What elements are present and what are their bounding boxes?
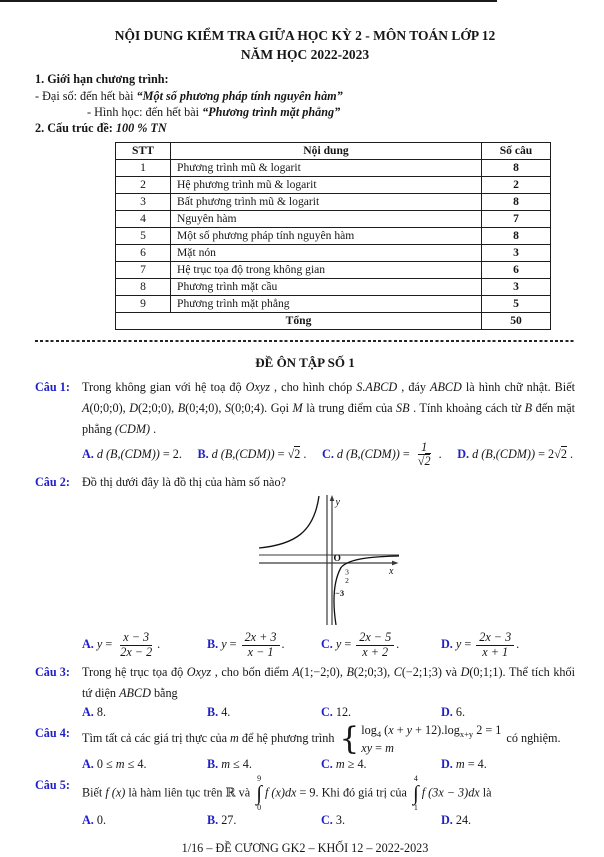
document-title [35, 26, 575, 64]
fraction-numerator: x − 3 [120, 631, 152, 646]
question [35, 662, 575, 720]
document-title-line2: NĂM HỌC 2022-2023 [240, 47, 370, 63]
math-italic: d (B,(CDM)) [472, 447, 536, 462]
intro-line-4-em: 100 % TN [115, 121, 167, 136]
table-cell-noidung: Mặt nón [171, 244, 482, 261]
table-cell-socau: 8 [482, 159, 551, 176]
integral [413, 775, 419, 812]
option-letter: D. [441, 813, 453, 828]
square-root [554, 446, 567, 461]
question-content [82, 377, 575, 469]
scan-artifact-line [0, 0, 497, 2]
intro-line-1: 1. Giới hạn chương trình: [35, 72, 169, 87]
math-italic: d (B,(CDM)) [96, 447, 160, 462]
table-cell-noidung: Phương trình mặt phẳng [171, 295, 482, 312]
origin-label: O [333, 553, 341, 564]
table-row [116, 244, 551, 261]
table-cell-noidung: Hệ trục tọa độ trong không gian [171, 261, 482, 278]
math-italic: f (x)dx [265, 785, 297, 800]
question-label: Câu 4: [35, 726, 70, 741]
table-row [116, 159, 551, 176]
answer-option: C. m ≥ 4. [321, 757, 367, 772]
intro-section [35, 71, 575, 136]
math-italic: m [385, 740, 394, 755]
math-italic: y [335, 636, 342, 651]
table-cell-noidung: Một số phương pháp tính nguyên hàm [171, 227, 482, 244]
answer-option: D. d (B,(CDM)) = 2√2 . [457, 447, 573, 462]
math-italic: S [224, 400, 232, 415]
math-italic: y [406, 723, 413, 738]
question-body: Đồ thị dưới đây là đồ thị của hàm số nào? [82, 474, 286, 489]
x-axis-label: x [388, 565, 393, 577]
answer-option: B. m ≤ 4. [207, 757, 252, 772]
math-italic: y [96, 636, 103, 651]
table-row [116, 176, 551, 193]
integral [256, 775, 262, 812]
intro-line-3-prefix: - Hình học: đến hết bài [87, 105, 203, 119]
intro-line-4-prefix: 2. Cấu trúc đề: [35, 121, 116, 136]
option-letter: B. [207, 636, 219, 651]
math-italic: d (B,(CDM)) [336, 446, 400, 461]
option-letter: D. [441, 757, 453, 772]
intro-line-2-prefix: - Đại số: đến hết bài [35, 88, 137, 103]
option-letter: D. [441, 636, 453, 651]
table-cell-stt: 4 [116, 210, 171, 227]
answer-option: C. d (B,(CDM)) = $\frac{1}{√2}$ . [322, 439, 442, 469]
answer-option: B. 4. [207, 705, 231, 720]
math-italic: xy [361, 740, 373, 755]
question-body: Tìm tất cả các giá trị thực của m để hệ phương trình { $\log_4 (x + y + 12).\log_{x+y}$ 2 = 1 xy = m có nghiệm. [82, 720, 561, 757]
equation-system [339, 720, 502, 757]
question-content [82, 720, 575, 772]
fraction [117, 631, 155, 659]
answer-option: B. 27. [207, 813, 237, 828]
system-lines [361, 723, 501, 756]
option-letter: B. [197, 447, 209, 462]
score-table-body [116, 159, 551, 312]
y-axis-arrow [329, 495, 334, 501]
option-letter: A. [82, 447, 94, 462]
integral-lower-bound: 1 [413, 803, 418, 813]
integral-lower-bound: 0 [257, 803, 262, 813]
math-italic: y [221, 636, 227, 651]
y-axis-label: y [335, 496, 340, 508]
math-italic: D [460, 665, 470, 680]
fraction [415, 441, 434, 469]
table-cell-noidung: Phương trình mặt cầu [171, 278, 482, 295]
intro-line-2-quote: “Một số phương pháp tính nguyên hàm” [136, 88, 343, 103]
table-cell-socau: 2 [482, 176, 551, 193]
option-letter: B. [207, 705, 219, 720]
answer-option: A. 0 ≤ m ≤ 4. [82, 757, 147, 772]
fraction [242, 631, 280, 659]
question-label: Câu 2: [35, 474, 70, 489]
option-letter: D. [441, 705, 453, 720]
integral-sign: ∫ [256, 781, 262, 806]
answer-option: C. y = $\frac{2x - 5}{x + 2}$ . [321, 629, 400, 659]
table-cell-socau: 7 [482, 210, 551, 227]
radical-sign: √ [287, 447, 295, 462]
fraction-denominator: x + 1 [482, 644, 509, 659]
math-italic: f (x) [105, 785, 126, 800]
square-root [418, 453, 431, 468]
exam-title: ĐỀ ÔN TẬP SỐ 1 [255, 354, 355, 370]
radicand: 2 [294, 447, 301, 462]
math-italic: y [455, 636, 462, 651]
answer-option: D. m = 4. [441, 757, 487, 772]
table-total-value: 50 [482, 312, 551, 329]
fraction-numerator: 2x − 3 [476, 631, 514, 646]
intro-line-3 [87, 104, 575, 120]
integral-sign: ∫ [412, 781, 419, 806]
math-italic: m [230, 731, 239, 746]
math-subscript: x+y [459, 729, 474, 740]
x-axis-arrow [392, 561, 399, 566]
table-total-row [116, 312, 551, 329]
answer-option: B. d (B,(CDM)) = √2 . [197, 447, 307, 462]
question-label: Câu 5: [35, 778, 70, 793]
table-cell-noidung: Phương trình mũ & logarit [171, 159, 482, 176]
hyperbola-plot [259, 495, 399, 625]
system-line: $\log_4 (x + y + 12).\log_{x+y}$ 2 = 1 [361, 723, 502, 740]
fraction-denominator: x + 2 [362, 644, 389, 659]
radicand: 2 [424, 454, 431, 469]
fraction [476, 631, 514, 659]
math-italic: A [292, 665, 300, 680]
answer-option: D. y = $\frac{2x - 3}{x + 1}$ . [441, 629, 520, 659]
table-row [116, 261, 551, 278]
question-content [82, 775, 575, 828]
question [35, 377, 575, 469]
table-cell-stt: 7 [116, 261, 171, 278]
table-cell-socau: 3 [482, 244, 551, 261]
option-letter: C. [321, 636, 333, 651]
fraction-denominator: x − 1 [247, 644, 274, 659]
fraction-denominator [415, 455, 434, 469]
question-body: Trong hệ trục tọa độ Oxyz , cho bốn điểm A(1;−2;0), B(2;0;3), C(−2;1;3) và D(0;1;1). Thể tích khối tứ diện ABCD bằng [82, 665, 575, 701]
question-body: Trong không gian với hệ toạ độ Oxyz , cho hình chóp S.ABCD , đáy ABCD là hình chữ nhật. Biết A(0;0;0), D(2;0;0), B(0;4;0), S(0;0;4). Gọi M là trung điểm của SB . Tính khoảng cách từ B đến mặt phẳng (CDM) . [82, 379, 576, 436]
option-letter: B. [207, 757, 219, 772]
table-cell-noidung: Hệ phương trình mũ & logarit [171, 176, 482, 193]
question-options [82, 757, 575, 772]
fraction-numerator: 1 [418, 441, 430, 456]
integral-upper-bound: 9 [257, 774, 262, 784]
answer-option: A. y = $\frac{x - 3}{2x - 2}$ . [82, 629, 161, 659]
math-italic: B [524, 400, 533, 415]
math-italic: B [346, 665, 354, 680]
option-letter: D. [457, 447, 470, 462]
math-italic: d (B,(CDM)) [211, 447, 275, 462]
table-cell-stt: 3 [116, 193, 171, 210]
table-cell-stt: 8 [116, 278, 171, 295]
footer-text: 1/16 – ĐỀ CƯƠNG GK2 – KHỐI 12 – 2022-2023 [181, 841, 429, 856]
math-italic: Oxyz [186, 665, 212, 680]
option-letter: A. [82, 636, 94, 651]
question-options [82, 705, 575, 720]
answer-option: B. y = $\frac{2x + 3}{x - 1}$ . [207, 629, 285, 659]
function-graph [259, 495, 399, 629]
fraction [356, 631, 394, 659]
table-cell-stt: 9 [116, 295, 171, 312]
option-letter: A. [82, 813, 94, 828]
table-row [116, 193, 551, 210]
x-intercept-numerator: 3 [344, 567, 349, 577]
table-row [116, 295, 551, 312]
question-options [82, 813, 575, 828]
table-cell-stt: 6 [116, 244, 171, 261]
option-letter: C. [322, 446, 334, 461]
answer-option: D. 6. [441, 705, 465, 720]
question-options [82, 441, 575, 469]
table-total-label: Tổng [116, 312, 482, 329]
table-row [116, 278, 551, 295]
system-brace: { [339, 720, 360, 757]
curve-left-branch [259, 496, 319, 548]
math-italic: m [115, 757, 125, 772]
math-italic: m [335, 757, 345, 772]
math-italic: ABCD [119, 686, 151, 701]
answer-option: A. 8. [82, 705, 106, 720]
questions-list [35, 377, 575, 828]
intro-line-3-quote: “Phương trình mặt phẳng” [202, 105, 341, 119]
question [35, 720, 575, 772]
question-label: Câu 3: [35, 665, 70, 680]
table-row [116, 210, 551, 227]
table-header-socau: Số câu [482, 142, 551, 159]
table-cell-stt: 2 [116, 176, 171, 193]
math-italic: A [82, 400, 90, 415]
math-italic: Oxyz [245, 379, 271, 394]
question-body: Biết f (x) là hàm liên tục trên ℝ và 9 ∫ 0 f (x)dx = 9. Khi đó giá trị của 4 ∫ 1 f (3x − 3)dx là [82, 774, 492, 813]
answer-option: C. 3. [321, 813, 345, 828]
intro-line-2 [35, 88, 575, 104]
math-subscript: 4 [376, 729, 382, 740]
question-content [82, 662, 575, 720]
answer-option: A. 0. [82, 813, 106, 828]
option-letter: C. [321, 757, 333, 772]
math-italic: ABCD [430, 379, 462, 394]
math-italic: M [292, 400, 303, 415]
radicand: 2 [560, 447, 567, 462]
intro-line-4 [35, 120, 575, 136]
math-italic: x [388, 723, 394, 738]
table-header-stt: STT [116, 142, 171, 159]
math-italic: C [393, 665, 402, 680]
x-intercept-denominator: 2 [344, 575, 349, 585]
option-letter: C. [321, 705, 333, 720]
fraction-numerator: 2x + 3 [242, 631, 280, 646]
table-cell-noidung: Bất phương trình mũ & logarit [171, 193, 482, 210]
document-title-line1: NỘI DUNG KIỂM TRA GIỮA HỌC KỲ 2 - MÔN TOÁN LỚP 12 [114, 28, 496, 43]
math-italic: B [177, 400, 186, 415]
math-italic: m [455, 757, 465, 772]
answer-option: A. d (B,(CDM)) = 2. [82, 447, 182, 462]
option-letter: B. [207, 813, 219, 828]
integral-upper-bound: 4 [413, 774, 418, 784]
table-header-noidung: Nội dung [171, 142, 482, 159]
table-header [116, 142, 551, 159]
fraction-numerator: 2x − 5 [356, 631, 394, 646]
system-line: xy = m [361, 740, 394, 755]
exam-structure-table [115, 142, 551, 330]
math-italic: S.ABCD [356, 379, 398, 394]
radical-sign: √ [554, 447, 561, 462]
math-italic: f (3x − 3)dx [421, 785, 480, 800]
question-options [82, 631, 575, 659]
table-row [116, 227, 551, 244]
radical-sign: √ [417, 454, 425, 469]
option-letter: C. [321, 813, 333, 828]
answer-option: C. 12. [321, 705, 352, 720]
answer-option: D. 24. [441, 813, 472, 828]
question [35, 775, 575, 828]
question-content [82, 472, 575, 659]
math-italic: (CDM) [114, 421, 151, 436]
option-letter: A. [82, 757, 94, 772]
y-intercept-label: −3 [334, 587, 344, 598]
table-cell-stt: 1 [116, 159, 171, 176]
dashed-separator [35, 340, 575, 342]
table-cell-socau: 8 [482, 227, 551, 244]
table-cell-stt: 5 [116, 227, 171, 244]
option-letter: A. [82, 705, 94, 720]
table-cell-socau: 5 [482, 295, 551, 312]
fraction-denominator: 2x − 2 [120, 644, 153, 659]
math-italic: m [221, 757, 230, 772]
table-cell-socau: 3 [482, 278, 551, 295]
table-cell-socau: 8 [482, 193, 551, 210]
math-italic: SB [396, 400, 410, 415]
table-cell-noidung: Nguyên hàm [171, 210, 482, 227]
question-label: Câu 1: [35, 379, 70, 394]
square-root [288, 446, 301, 461]
question [35, 472, 575, 659]
math-italic: D [129, 400, 138, 415]
table-cell-socau: 6 [482, 261, 551, 278]
